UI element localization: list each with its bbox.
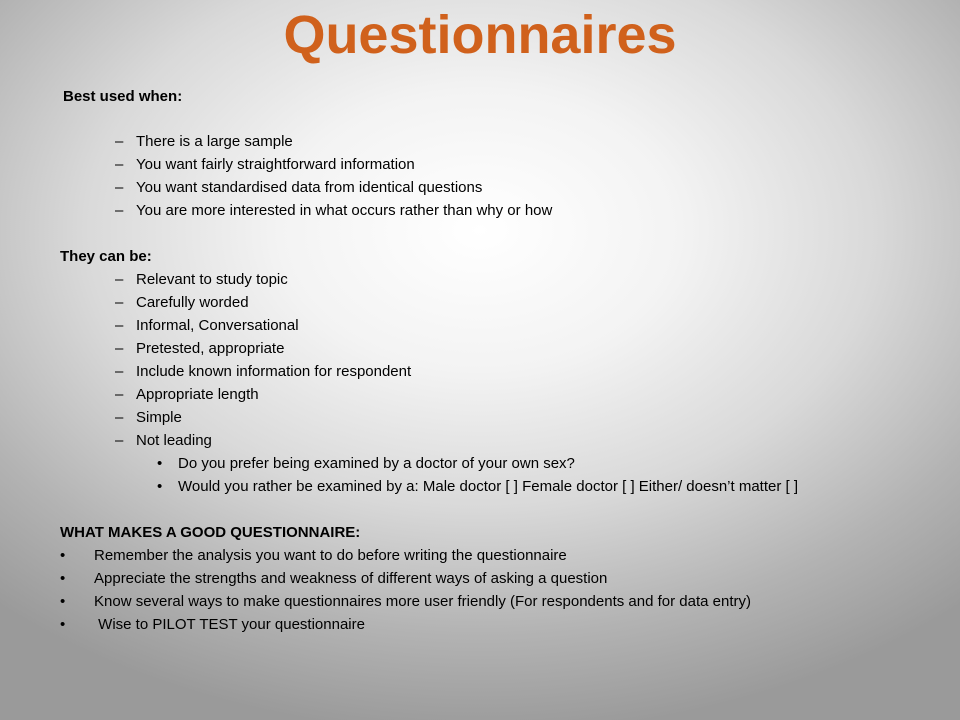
can-be-item: Pretested, appropriate [136,340,285,357]
dash-marker: – [115,363,124,380]
bullet-marker: • [60,593,66,610]
dash-marker: – [115,432,124,449]
dash-marker: – [115,317,124,334]
best-used-item: There is a large sample [136,133,293,150]
dash-marker: – [115,340,124,357]
dash-marker: – [115,409,124,426]
can-be-sub-item: Do you prefer being examined by a doctor of your own sex? [178,455,575,472]
bullet-marker: • [60,570,66,587]
best-used-item: You want standardised data from identical questions [136,179,483,196]
dash-marker: – [115,156,124,173]
can-be-item: Appropriate length [136,386,259,403]
can-be-item: Include known information for respondent [136,363,412,380]
good-questionnaire-item: Know several ways to make questionnaires more user friendly (For respondents and for data entry) [94,593,751,610]
dash-marker: – [115,202,124,219]
slide-title: Questionnaires [283,5,677,65]
good-questionnaire-item: Remember the analysis you want to do before writing the questionnaire [94,547,567,564]
dash-marker: – [115,133,124,150]
best-used-item: You are more interested in what occurs rather than why or how [136,202,553,219]
can-be-item: Informal, Conversational [136,317,299,334]
dash-marker: – [115,294,124,311]
best-used-item: You want fairly straightforward information [136,156,415,173]
best-used-heading: Best used when: [63,88,183,105]
can-be-sub-item: Would you rather be examined by a: Male doctor [ ] Female doctor [ ] Either/ doesn’t matter [ ] [178,478,799,495]
can-be-item: Simple [136,409,182,426]
bullet-marker: • [157,455,163,472]
bullet-marker: • [157,478,163,495]
good-questionnaire-item: Appreciate the strengths and weakness of different ways of asking a question [94,570,608,587]
bullet-marker: • [60,616,66,633]
can-be-heading: They can be: [60,248,152,265]
can-be-item: Not leading [136,432,212,449]
good-questionnaire-heading: WHAT MAKES A GOOD QUESTIONNAIRE: [60,524,361,541]
dash-marker: – [115,179,124,196]
dash-marker: – [115,271,124,288]
can-be-item: Relevant to study topic [136,271,288,288]
bullet-marker: • [60,547,66,564]
good-questionnaire-item: Wise to PILOT TEST your questionnaire [94,616,365,633]
dash-marker: – [115,386,124,403]
can-be-item: Carefully worded [136,294,249,311]
